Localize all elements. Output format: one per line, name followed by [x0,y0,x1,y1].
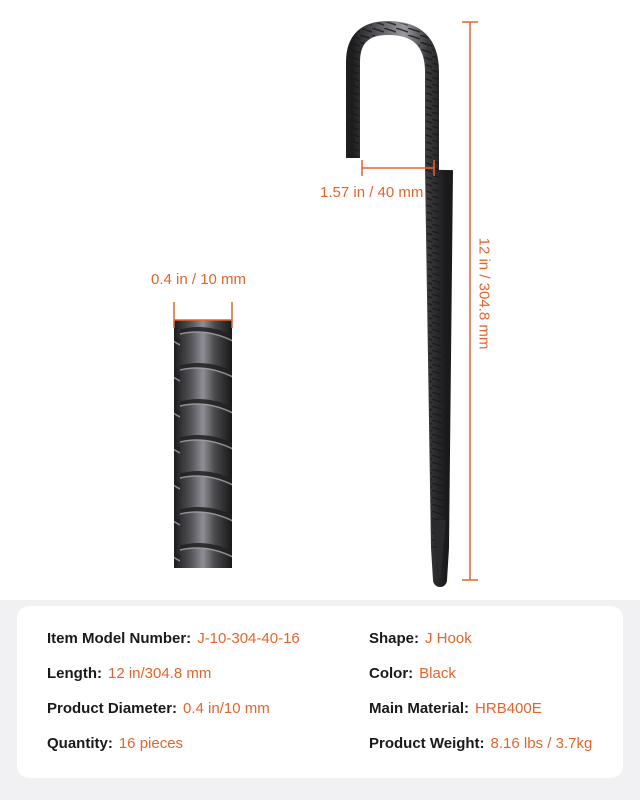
hook-width-label: 1.57 in / 40 mm [320,184,424,201]
spec-length: Length: 12 in/304.8 mm [47,665,212,682]
spec-quantity: Quantity: 16 pieces [47,735,184,752]
spec-shape: Shape: J Hook [369,630,472,647]
spec-color: Color: Black [369,665,456,682]
spec-card [17,606,623,778]
rod-closeup [174,320,232,568]
j-hook-stake [353,28,446,582]
spec-model: Item Model Number: J-10-304-40-16 [47,630,300,647]
spec-diameter: Product Diameter: 0.4 in/10 mm [47,700,270,717]
length-label: 12 in / 304.8 mm [475,237,493,350]
spec-weight: Product Weight: 8.16 lbs / 3.7kg [369,735,593,752]
spec-material: Main Material: HRB400E [369,700,542,717]
diameter-label: 0.4 in / 10 mm [151,271,247,288]
